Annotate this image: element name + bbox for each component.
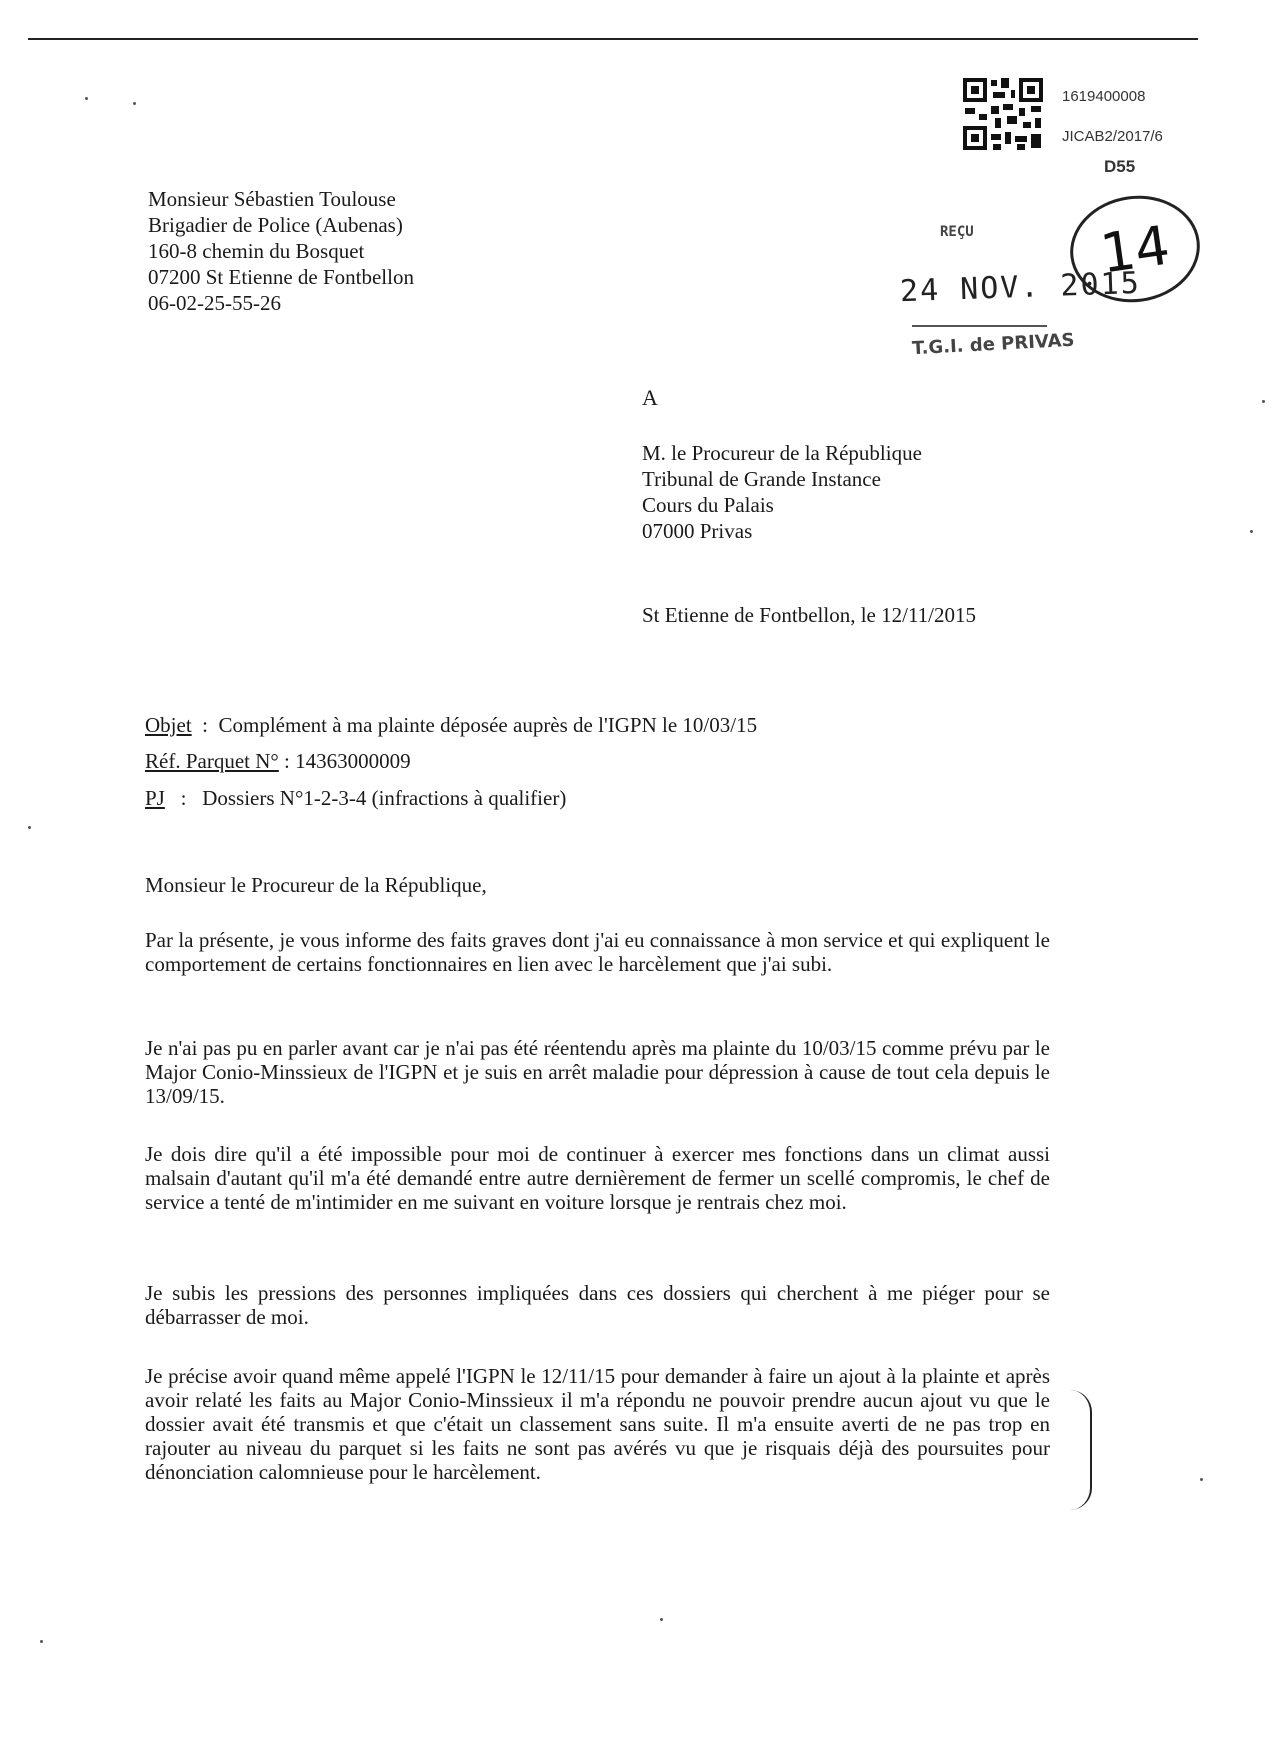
reference-value: 14363000009: [295, 749, 411, 773]
handwritten-bracket: [1070, 1390, 1092, 1510]
recipient-name: M. le Procureur de la République: [642, 441, 922, 465]
place-and-date: St Etienne de Fontbellon, le 12/11/2015: [642, 603, 977, 627]
sender-address: [148, 186, 414, 316]
attachments-separator: :: [164, 786, 203, 810]
attachments-value: Dossiers N°1-2-3-4 (infractions à qualifier): [202, 786, 567, 810]
piece-number: D55: [1104, 157, 1136, 176]
received-stamp-date: 24 NOV. 2015: [899, 265, 1142, 310]
to-label: A: [642, 385, 658, 410]
document-number: 1619400008: [1062, 88, 1146, 105]
stamp-divider: [912, 325, 1047, 327]
paragraph: Je précise avoir quand même appelé l'IGPN le 12/11/15 pour demander à faire un ajout à la plainte et après avoir relaté les faits au Major Conio-Minssieux il m'a répondu ne pouvoir prendre aucun ajout vu que le dossier avait été transmis et que c'était un classement sans suite. Il m'a ensuite averti de ne pas trop en rajouter au niveau du parquet si les faits ne sont pas avérés vu que je risquais déjà des poursuites pour dénonciation calomnieuse pour le harcèlement.: [145, 1364, 1050, 1484]
stamp-place: T.G.I. de PRIVAS: [911, 329, 1075, 360]
sender-title: Brigadier de Police (Aubenas): [148, 213, 403, 237]
qr-code-icon: [963, 78, 1043, 150]
sender-street: 160-8 chemin du Bosquet: [148, 239, 365, 263]
reference-label: Réf. Parquet N°: [145, 749, 279, 773]
scan-speck: [660, 1618, 663, 1621]
paragraph: Par la présente, je vous informe des faits graves dont j'ai eu connaissance à mon service et qui expliquent le comportement de certains fonctionnaires en lien avec le harcèlement que j'ai subi.: [145, 928, 1050, 976]
reference-separator: :: [278, 749, 296, 773]
recipient-court: Tribunal de Grande Instance: [642, 467, 881, 491]
sender-phone: 06-02-25-55-26: [148, 291, 281, 315]
salutation: Monsieur le Procureur de la République,: [145, 873, 487, 897]
sender-city: 07200 St Etienne de Fontbellon: [148, 265, 414, 289]
recipient-city: 07000 Privas: [642, 519, 753, 543]
circled-number: 14: [1063, 187, 1206, 310]
scan-speck: [40, 1640, 43, 1643]
scan-speck: [28, 826, 31, 829]
subject-separator: :: [191, 713, 219, 737]
recipient-address: [642, 440, 922, 544]
subject-label: Objet: [145, 713, 192, 737]
sender-name: Monsieur Sébastien Toulouse: [148, 187, 396, 211]
recipient-street: Cours du Palais: [642, 493, 774, 517]
scan-speck: [133, 102, 136, 105]
paragraph: Je dois dire qu'il a été impossible pour moi de continuer à exercer mes fonctions dans un climat aussi malsain d'autant qu'il m'a été demandé entre autre dernièrement de fermer un scellé compromis, le chef de service a tenté de m'intimider en me suivant en voiture lorsque je rentrais chez moi.: [145, 1142, 1050, 1214]
top-rule: [28, 38, 1198, 40]
scan-speck: [1250, 530, 1253, 533]
subject-line: [145, 713, 757, 738]
scan-speck: [1200, 1478, 1203, 1481]
case-reference: JICAB2/2017/6: [1062, 128, 1163, 145]
subject-value: Complément à ma plainte déposée auprès de l'IGPN le 10/03/15: [218, 713, 758, 737]
reference-line: [145, 749, 411, 774]
attachments-line: [145, 786, 566, 811]
scan-speck: [1262, 400, 1265, 403]
stamp-top-text: REÇU: [940, 224, 974, 240]
paragraph: Je subis les pressions des personnes impliquées dans ces dossiers qui cherchent à me piéger pour se débarrasser de moi.: [145, 1281, 1050, 1329]
paragraph: Je n'ai pas pu en parler avant car je n'ai pas été réentendu après ma plainte du 10/03/15 comme prévu par le Major Conio-Minssieux de l'IGPN et je suis en arrêt maladie pour dépression à cause de tout cela depuis le 13/09/15.: [145, 1036, 1050, 1108]
scan-speck: [85, 97, 88, 100]
attachments-label: PJ: [145, 786, 165, 810]
